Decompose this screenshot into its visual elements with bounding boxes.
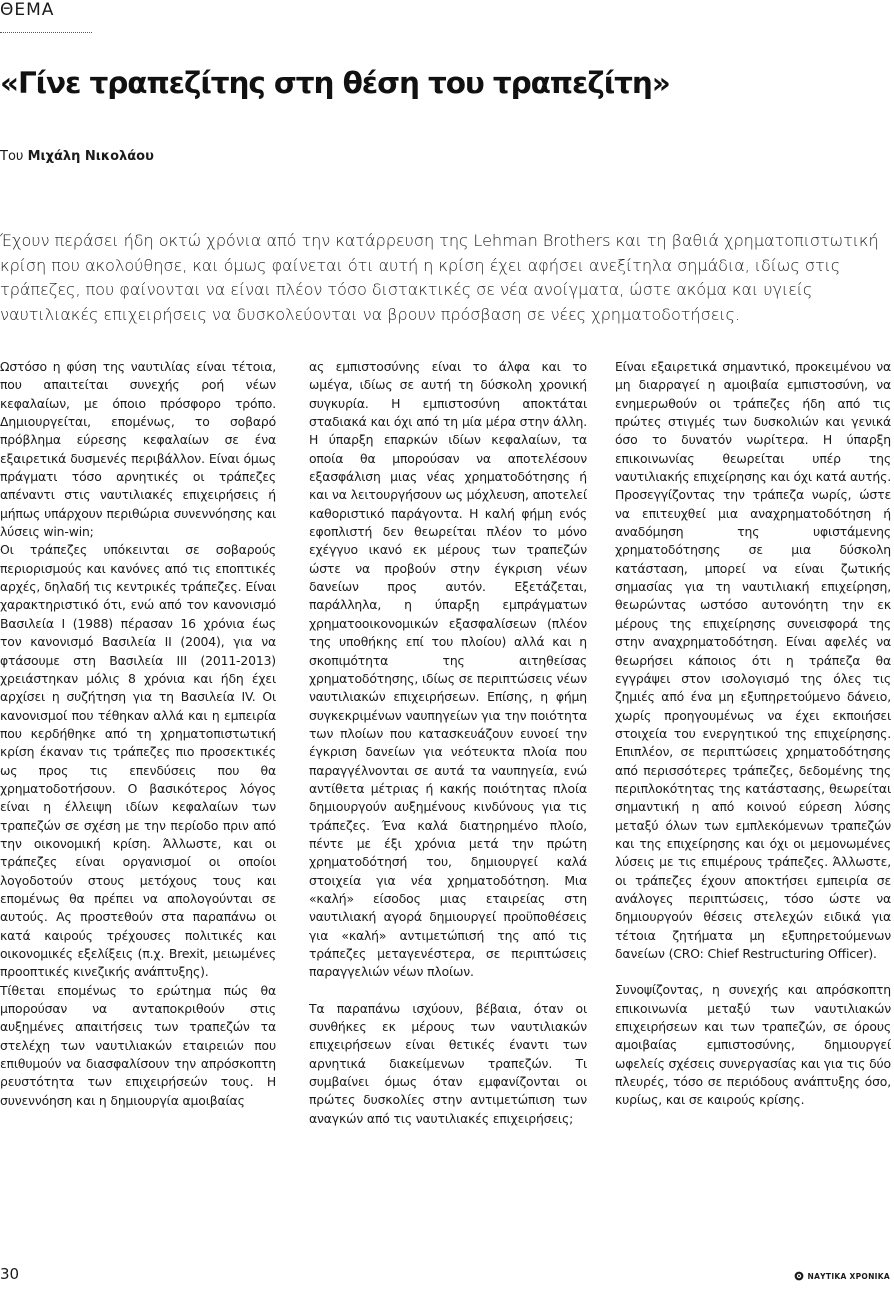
section-label: ΘΕΜΑ bbox=[0, 0, 55, 20]
ship-wheel-icon bbox=[794, 1271, 804, 1281]
section-divider bbox=[0, 32, 92, 33]
paragraph: Τα παραπάνω ισχύουν, βέβαια, όταν οι συνθήκες εκ μέρους των ναυτιλιακών επιχειρήσεων είναι θετικές έναντι των αρνητικά διακείμενων τραπεζών. Τι συμβαίνει όμως όταν εμφανίζονται οι πρώτες δυσκολίες στην αντιμετώπιση των αναγκών από τις ναυτιλιακές επιχειρήσεις; bbox=[309, 1000, 587, 1126]
page-number: 30 bbox=[0, 1265, 20, 1283]
article-column-2 bbox=[309, 358, 587, 1128]
paragraph: Οι τράπεζες υπόκεινται σε σοβαρούς περιορισμούς και κανόνες από τις εποπτικές αρχές, δηλαδή τις κεντρικές τράπεζες. Είναι χαρακτηριστικό ότι, ενώ από τον κανονισμό Βασιλεία I (1988) πέρασαν 16 χρόνια έως τον κανονισμό Βασιλεία II (2004), για να φτάσουμε στη Βασιλεία III (2011-2013) χρειάστηκαν μόλις 8 χρόνια και ήδη έχει αρχίσει η συζήτηση για τη Βασιλεία IV. Οι κανονισμοί που τέθηκαν αλλά και η εμπειρία που κερδήθηκε από τη χρηματοπιστωτική κρίση έκαναν τις τράπεζες πιο προσεκτικές ως προς τις επενδύσεις που θα χρηματοδοτήσουν. Ο βασικότερος λόγος είναι η έλλειψη ιδίων κεφαλαίων των τραπεζών σε σχέση με την περίοδο πριν από την οικονομική κρίση. Άλλωστε, και οι τράπεζες είναι οργανισμοί οι οποίοι λογοδοτούν στους μετόχους τους και επομένως θα πρέπει να απολογούνται σε αυτούς. Ας προστεθούν στα παραπάνω οι κατά καιρούς τρέχουσες πολιτικές και οικονομικές εξελίξεις (π.χ. Brexit, μειωμένες προοπτικές κινεζικής ανάπτυξης). bbox=[0, 542, 276, 980]
byline-prefix: Του bbox=[0, 149, 28, 164]
author-name: Μιχάλη Νικολάου bbox=[27, 149, 154, 164]
byline bbox=[0, 149, 154, 164]
article-title: «Γίνε τραπεζίτης στη θέση του τραπεζίτη» bbox=[0, 66, 670, 100]
paragraph: ας εμπιστοσύνης είναι το άλφα και το ωμέγα, ιδίως σε αυτή τη δύσκολη χρονική συγκυρία. Η εμπιστοσύνη αποκτάται σταδιακά και όχι από τη μία μέρα στην άλλη. Η ύπαρξη επαρκών ιδίων κεφαλαίων, τα οποία θα μπορούσαν να αποτελέσουν εξασφάλιση μιας νέας χρηματοδότησης ή και να λειτουργήσουν ως μόχλευση, αποτελεί καθοριστικό παράγοντα. Η καλή φήμη ενός εφοπλιστή δεν θεωρείται πλέον το μόνο εχέγγυο ικανό εκ μέρους των τραπεζών ώστε να προβούν στην έγκριση νέων δανείων προς αυτόν. Εξετάζεται, παράλληλα, η ύπαρξη εμπράγματων χρηματοοικονομικών εξασφαλίσεων (πλέον της υποθήκης επί του πλοίου) αλλά και η σκοπιμότητα της αιτηθείσας χρηματοδότησης, ιδίως σε περιπτώσεις νέων ναυτιλιακών επιχειρήσεων. Επίσης, η φήμη συγκεκριμένων ναυπηγείων για την ποιότητα των πλοίων που κατασκευάζουν ευνοεί την έγκριση δανείων για νεότευκτα πλοία που παραγγέλνονται σε αυτά τα ναυπηγεία, ενώ αντίθετα μέτριας ή κακής ποιότητας πλοία δημιουργούν αυξημένους κινδύνους για τις τράπεζες. Ένα καλά διατηρημένο πλοίο, πέντε με έξι χρόνια μετά την πρώτη χρηματοδότησή του, δημιουργεί καλά στοιχεία για νέα χρηματοδότηση. Μια «καλή» είσοδος μιας εταιρείας στη ναυτιλιακή αγορά δημιουργεί προϋποθέσεις για «καλή» αντιμετώπισή της από τις τράπεζες μεταγενέστερα, σε περιπτώσεις παραγγελιών νέων πλοίων. bbox=[309, 359, 587, 980]
article-lead: Έχουν περάσει ήδη οκτώ χρόνια από την κατάρρευση της Lehman Brothers και τη βαθιά χρηματοπιστωτική κρίση που ακολούθησε, και όμως φαίνεται ότι αυτή η κρίση έχει αφήσει ανεξίτηλα σημάδια, ιδίως στις τράπεζες, που φαίνονται να είναι πλέον τόσο διστακτικές σε νέα ανοίγματα, ώστε ακόμα και υγιείς ναυτιλιακές επιχειρήσεις να δυσκολεύονται να βρουν πρόσβαση σε νέες χρηματοδοτήσεις. bbox=[0, 231, 879, 324]
brand-name: ΝΑΥΤΙΚΑ ΧΡΟΝΙΚΑ bbox=[807, 1271, 890, 1281]
paragraph: Ωστόσο η φύση της ναυτιλίας είναι τέτοια, που απαιτείται συνεχής ροή νέων κεφαλαίων, με όποιο πρόσφορο τρόπο. Δημιουργείται, επομένως, το σοβαρό πρόβλημα εύρεσης κεφαλαίων σε ένα εξαιρετικά δυσμενές περιβάλλον. Είναι όμως πράγματι τόσο αρνητικές οι τράπεζες απέναντι στις ναυτιλιακές επιχειρήσεις ή μήπως υπάρχουν περιθώρια συνεννόησης και λύσεις win-win; bbox=[0, 359, 276, 540]
footer-brand bbox=[794, 1271, 891, 1281]
article-column-3 bbox=[615, 358, 891, 1110]
article-column-1 bbox=[0, 358, 276, 1110]
paragraph: Τίθεται επομένως το ερώτημα πώς θα μπορούσαν να ανταποκριθούν στις αυξημένες απαιτήσεις των τραπεζών τα στελέχη των ναυτιλιακών εταιρειών που επιθυμούν να διασφαλίσουν την απρόσκοπτη ρευστότητα των επιχειρήσεών τους. Η συνεννόηση και η δημιουργία αμοιβαίας bbox=[0, 982, 276, 1108]
paragraph: Συνοψίζοντας, η συνεχής και απρόσκοπτη επικοινωνία μεταξύ των ναυτιλιακών επιχειρήσεων και των τραπεζών, σε όρους αμοιβαίας εμπιστοσύνης, δημιουργεί ωφελείς σχέσεις συνεργασίας και για τις δύο πλευρές, τόσο σε περιόδους ανάπτυξης όσο, κυρίως, και σε καιρούς κρίσης. bbox=[615, 982, 891, 1108]
paragraph: Είναι εξαιρετικά σημαντικό, προκειμένου να μη διαρραγεί η αμοιβαία εμπιστοσύνη, να ενημερωθούν οι τράπεζες ήδη από τις πρώτες στιγμές των δυσκολιών και γενικά όσο το δυνατόν νωρίτερα. Η ύπαρξη επικοινωνίας θεωρείται υπέρ της ναυτιλιακής επιχείρησης και όχι κατά αυτής. Προσεγγίζοντας την τράπεζα νωρίς, ώστε να επιτευχθεί μια αναχρηματοδότηση ή αναδόμηση της υφιστάμενης χρηματοδότησης σε μια δύσκολη κατάσταση, μπορεί να είναι ζωτικής σημασίας για τη ναυτιλιακή επιχείρηση, θεωρώντας ωστόσο αυτονόητη την εκ μέρους της επιχείρησης συνεισφορά της στην αναχρηματοδότηση. Είναι αφελές να θεωρήσει κάποιος ότι η τράπεζα θα εγγράψει στον ισολογισμό της όλες τις ζημιές από ένα μη εξυπηρετούμενο δάνειο, χωρίς προηγουμένως να έχει εκποιήσει στοιχεία του ενεργητικού της επιχείρησης. Επιπλέον, σε περιπτώσεις χρηματοδότησης από περισσότερες τράπεζες, δεδομένης της περιπλοκότητας της κατάστασης, θεωρείται σημαντική η από κοινού εύρεση λύσης μεταξύ όλων των εμπλεκόμενων τραπεζών και της επιχείρησης και όχι οι μεμονωμένες λύσεις με τις επιμέρους τράπεζες. Άλλωστε, οι τράπεζες έχουν αποκτήσει εμπειρία σε ανάλογες περιπτώσεις, τόσο ώστε να δημιουργούν θέσεις στελεχών ειδικά για τέτοια ζητήματα μη εξυπηρετούμενων δανείων (CRO: Chief Restructuring Officer). bbox=[615, 359, 891, 961]
